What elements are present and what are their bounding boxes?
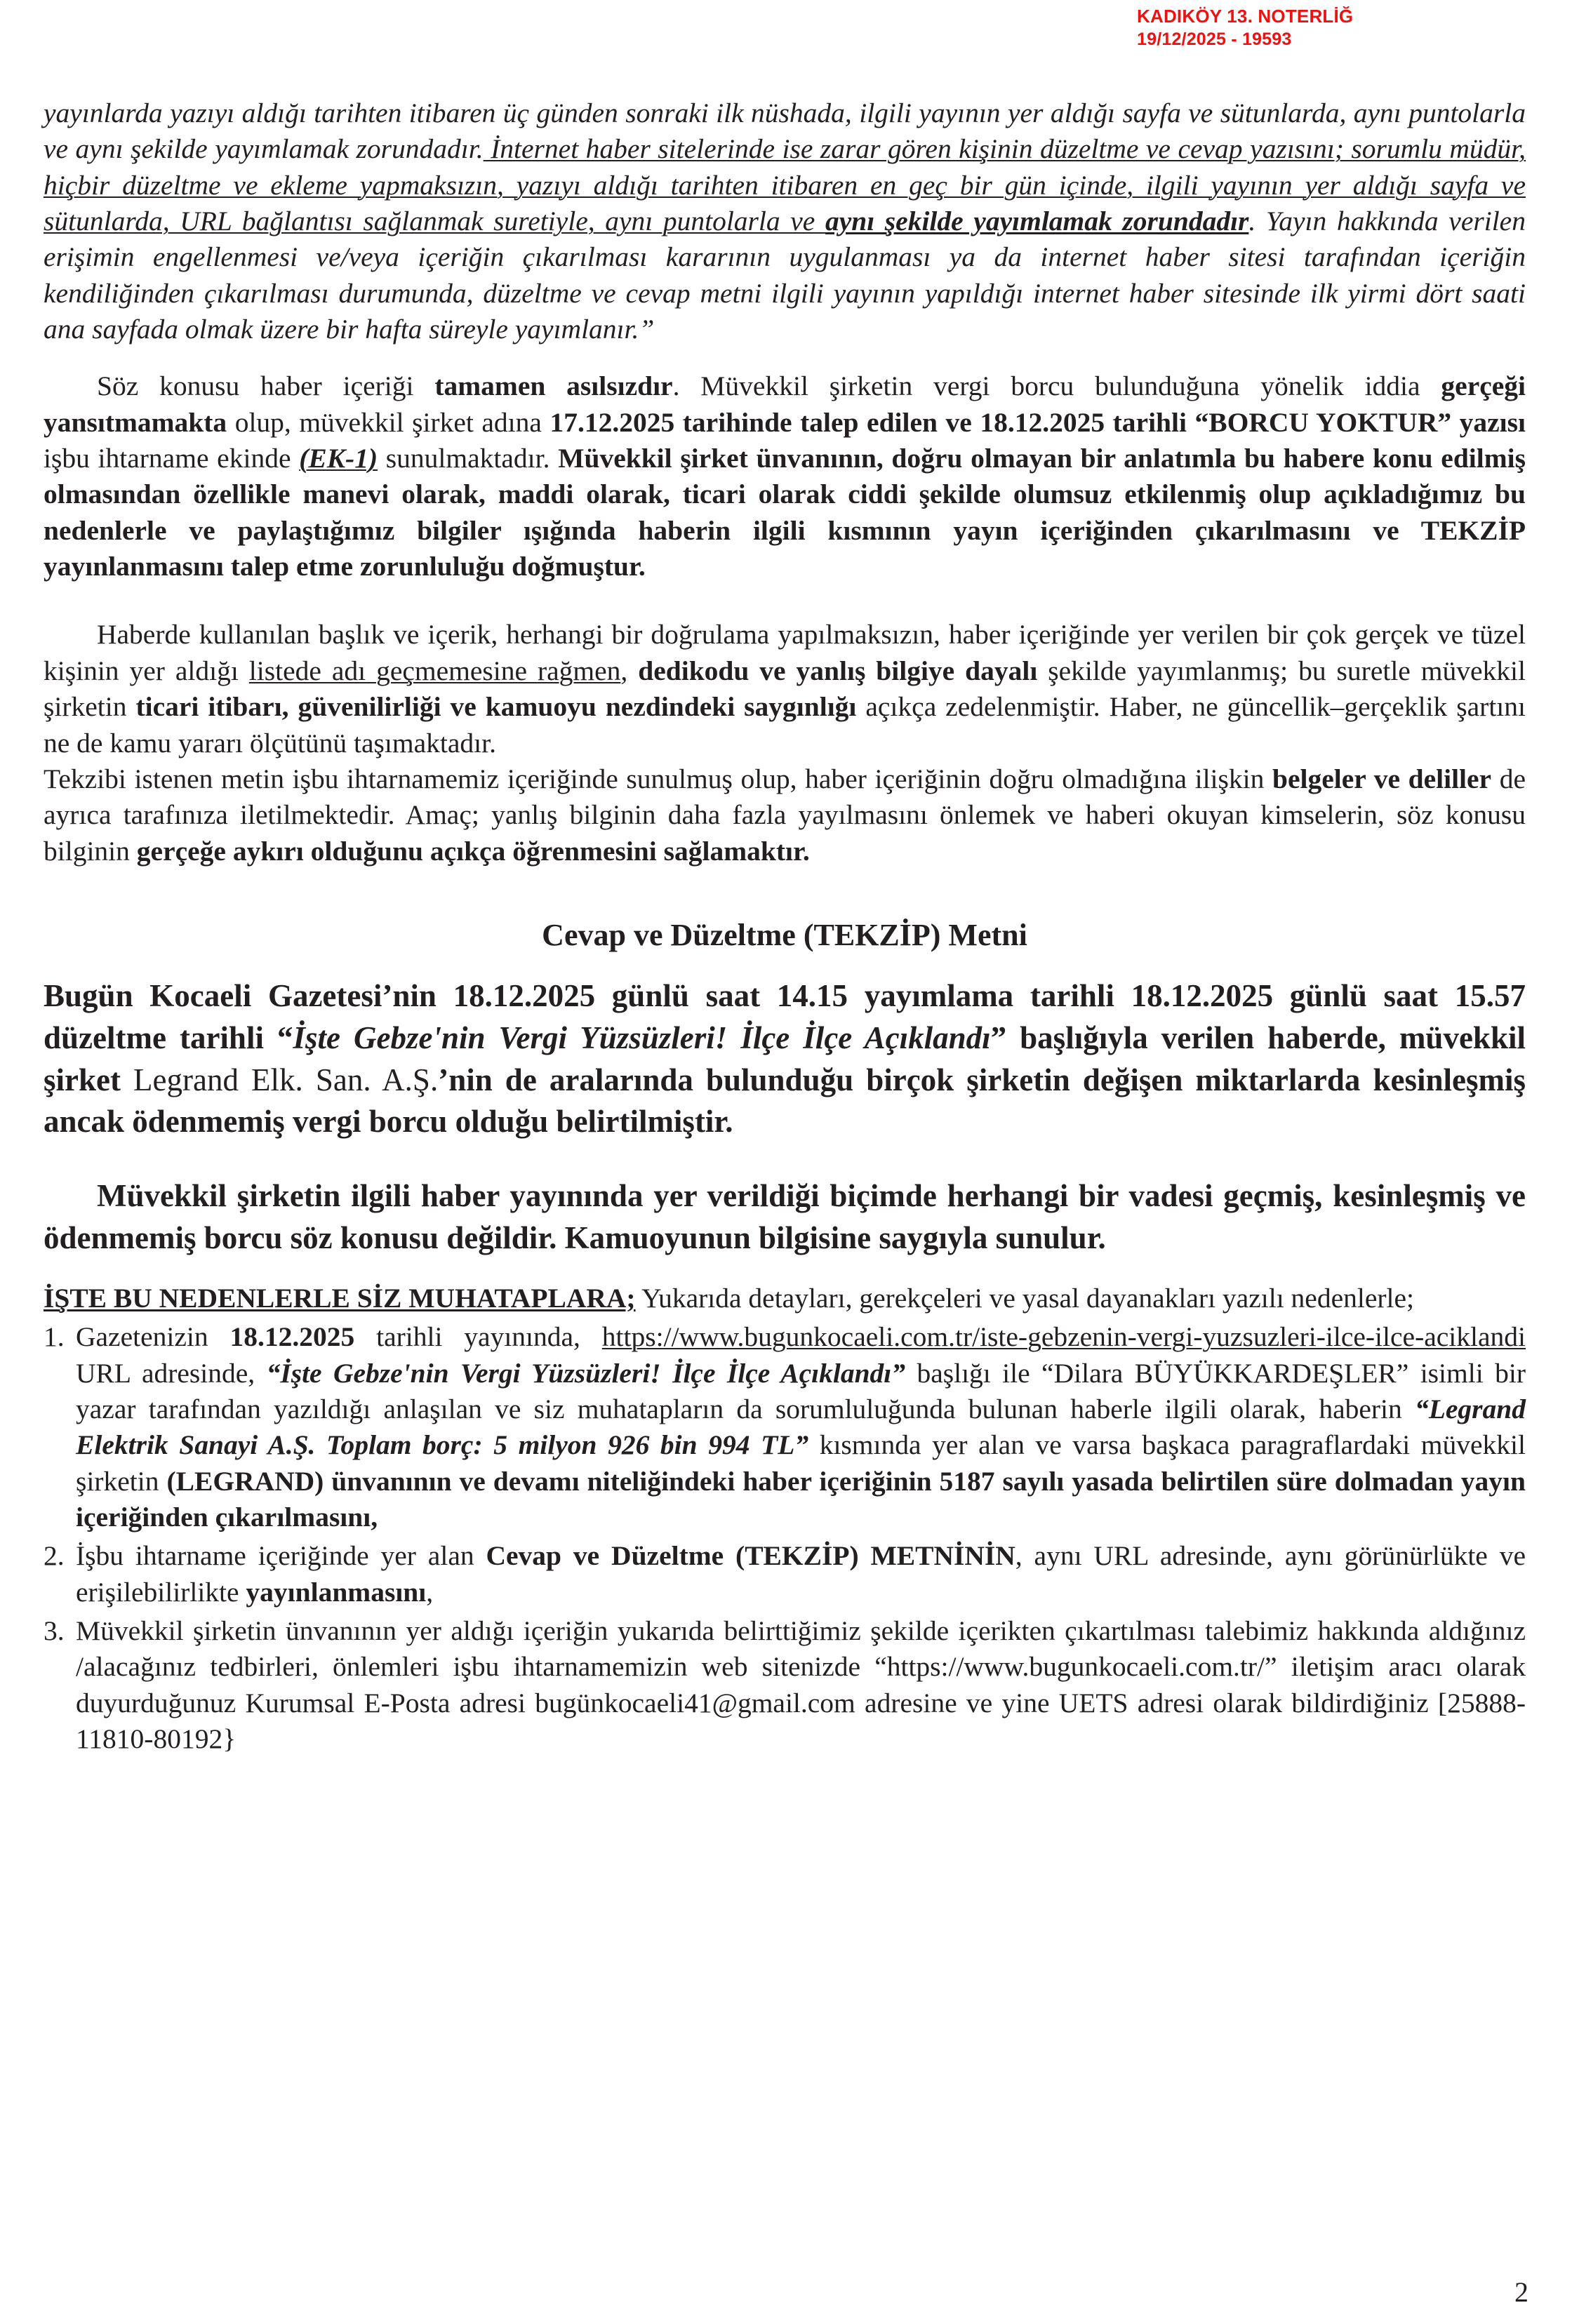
muhataplara-rest: Yukarıda detayları, gerekçeleri ve yasal dayanakları yazılı nedenlerle;	[635, 1282, 1414, 1314]
tekzibi-bold-belgeler: belgeler ve deliller	[1272, 763, 1492, 794]
demand1-date: 18.12.2025	[229, 1321, 355, 1353]
paragraph-tekzibi-istenen	[44, 761, 1526, 869]
soz-konusu-part-3: . Müvekkil şirketin vergi borcu bulunduğuna yönelik iddia	[672, 370, 1441, 402]
haberde-bold-dedikodu: dedikodu ve yanlış bilgiye dayalı	[638, 655, 1038, 686]
soz-konusu-part-7: işbu ihtarname ekinde	[44, 443, 300, 474]
tekzip-section-heading: Cevap ve Düzeltme (TEKZİP) Metni	[542, 917, 1027, 952]
notary-office-name: KADIKÖY 13. NOTERLİĞ	[1137, 6, 1354, 27]
soz-konusu-ek-1-reference: (EK-1)	[299, 443, 378, 474]
haberde-bold-ticari-itibar: ticari itibarı, güvenilirliği ve kamuoyu nezdindeki saygınlığı	[135, 691, 857, 723]
page-number: 2	[1514, 2276, 1528, 2308]
document-body	[44, 95, 1526, 1757]
notary-date-number: 19/12/2025 - 19593	[1137, 29, 1292, 50]
demand1-seg-1: Gazetenizin	[76, 1321, 230, 1353]
soz-konusu-bold-gercegi: gerçeği yansıtmamakta	[44, 370, 1526, 438]
statute-segment-4: . Yayın hakkında verilen erişimin engellenmesi ve/veya içeriğin çıkarılması kararının uygulanması ya da internet haber sitesi tarafından içeriğin kendiliğinden çıkarılması durumunda, düzeltme ve cevap metni ilgili yayının yapıldığı internet haber sitesinde ilk yirmi dört saati ana sayfada olmak üzere bir hafta süreyle yayımlanır.”	[44, 206, 1526, 345]
haberde-underline-listede: listede adı geçmemesine rağmen	[248, 655, 621, 686]
declaration1-part-5: ’nin de aralarında bulunduğu birçok şirketin değişen miktarlarda kesinleşmiş ancak ödenmemiş vergi borcu olduğu belirtilmiştir.	[44, 1062, 1526, 1140]
tekzibi-part-1: Tekzibi istenen metin işbu ihtarnamemiz içeriğinde sunulmuş olup, haber içeriğinin doğru olmadığına ilişkin	[44, 763, 1273, 794]
tekzibi-bold-gercege-aykiri: gerçeğe aykırı olduğunu açıkça öğrenmesini sağlamaktır.	[136, 835, 810, 867]
demand3-text: Müvekkil şirketin ünvanının yer aldığı içeriğin yukarıda belirttiğimiz şekilde içerikten çıkartılması talebimiz hakkında aldığınız /alacağınız tedbirleri, önlemleri işbu ihtarnamemizin web sitenizde “https://www.bugunkocaeli.com.tr/” iletişim aracı olarak duyurduğunuz Kurumsal E-Posta adresi bugünkocaeli41@gmail.com adresine ve yine UETS adresi olarak bildirdiğiniz [25888-11810-80192}	[76, 1615, 1526, 1755]
declaration-paragraph-2: Müvekkil şirketin ilgili haber yayınında yer verildiği biçimde herhangi bir vadesi geçmiş, kesinleşmiş ve ödenmemiş borcu söz konusu değildir. Kamuoyunun bilgisine saygıyla sunulur.	[44, 1178, 1526, 1256]
declaration1-part-1: Bugün Kocaeli Gazetesi’nin 18.12.2025 günlü saat 14.15 yayımlama tarihli 18.12.2025 günlü saat 15.57 düzeltme tarihli “	[44, 977, 1526, 1055]
statute-segment-1: yayınlarda yazıyı aldığı tarihten itibaren üç günden sonraki ilk nüshada, ilgili yayının yer aldığı sayfa ve sütunlarda, aynı puntolarla ve aynı şekilde yayımlamak zorundadır.	[44, 98, 1526, 165]
demand1-seg-9: kısmında yer alan ve varsa başkaca paragraflardaki müvekkil şirketin	[76, 1429, 1526, 1497]
statute-quote-paragraph	[44, 95, 1526, 347]
demand-number-3: 3.	[44, 1615, 65, 1647]
demand1-article-title: “İşte Gebze'nin Vergi Yüzsüzleri! İlçe İlçe Açıklandı”	[266, 1357, 906, 1389]
demand-item-1	[44, 1319, 1526, 1535]
demand1-quoted-debt-line: “Legrand Elektrik Sanayi A.Ş. Toplam borç: 5 milyon 926 bin 994 TL”	[76, 1393, 1526, 1461]
soz-konusu-bold-closing: Müvekkil şirket ünvanının, doğru olmayan bir anlatımla bu habere konu edilmiş olmasından özellikle manevi olarak, maddi olarak, ticari olarak ciddi şekilde olumsuz etkilenmiş olup açıkladığımız bu nedenlerle ve paylaştığımız bilgiler ışığında haberin ilgili kısmının yayın içeriğinden çıkarılmasını ve TEKZİP yayınlanmasını talep etme zorunluluğu doğmuştur.	[44, 443, 1526, 582]
muhataplara-heading-underlined: İŞTE BU NEDENLERLE SİZ MUHATAPLARA;	[44, 1282, 636, 1314]
declaration-paragraph-1	[44, 975, 1526, 1143]
demand2-seg-3: , aynı URL adresinde, aynı görünürlükte ve erişilebilirlikte	[76, 1540, 1526, 1608]
demand2-yayinlanmasini: yayınlanmasını	[246, 1576, 427, 1608]
demand1-article-url[interactable]: https://www.bugunkocaeli.com.tr/iste-gebzenin-vergi-yuzsuzleri-ilce-ilce-aciklandi	[601, 1321, 1526, 1353]
soz-konusu-part-1: Söz konusu haber içeriği	[97, 370, 435, 402]
demand-number-1: 1.	[44, 1321, 65, 1353]
demand1-seg-7: başlığı ile “Dilara BÜYÜKKARDEŞLER” isimli bir yazar tarafından yazıldığı anlaşılan ve siz muhatapların da sorumluluğunda bulunan haberle ilgili olarak, haberin	[76, 1357, 1526, 1424]
notary-stamp-header	[1137, 4, 1572, 51]
demand1-seg-3: tarihli yayınında,	[354, 1321, 602, 1353]
soz-konusu-bold-borcu-yoktur: 17.12.2025 tarihinde talep edilen ve 18.12.2025 tarihli “BORCU YOKTUR” yazısı	[549, 406, 1526, 438]
statute-segment-3-bold-underlined: aynı şekilde yayımlamak zorundadır	[825, 206, 1249, 237]
demand2-seg-1: İşbu ihtarname içeriğinde yer alan	[76, 1540, 486, 1572]
statute-segment-2-underlined: İnternet haber sitelerinde ise zarar gören kişinin düzeltme ve cevap yazısını; sorumlu müdür, hiçbir düzeltme ve ekleme yapmaksızın, yazıyı aldığı tarihten itibaren en geç bir gün içinde, ilgili yayının yer aldığı sayfa ve sütunlarda, URL bağlantısı sağlanmak suretiyle, aynı puntolarla ve	[44, 133, 1526, 237]
demand2-tekzip-metni: Cevap ve Düzeltme (TEKZİP) METNİNİN	[486, 1540, 1015, 1572]
paragraph-haberde-kullanilan	[44, 617, 1526, 761]
haberde-part-3: ,	[620, 655, 639, 686]
haberde-part-7: açıkça zedelenmiştir. Haber, ne güncellik–gerçeklik şartını ne de kamu yararı ölçütünü taşımaktadır.	[44, 691, 1526, 759]
demand-list	[44, 1319, 1526, 1757]
soz-konusu-part-5: olup, müvekkil şirket adına	[227, 406, 550, 438]
demand-number-2: 2.	[44, 1540, 65, 1572]
demand2-seg-5: ,	[426, 1576, 434, 1608]
paragraph-muhataplara	[44, 1281, 1526, 1316]
declaration1-news-title: İşte Gebze'nin Vergi Yüzsüzleri! İlçe İlçe Açıklandı	[293, 1020, 991, 1055]
demand1-seg-5: URL adresinde,	[76, 1357, 267, 1389]
declaration1-company-name: Legrand Elk. San. A.Ş.	[133, 1062, 439, 1097]
paragraph-soz-konusu	[44, 368, 1526, 585]
tekzibi-part-3: de ayrıca tarafınıza iletilmektedir. Amaç; yanlış bilginin daha fazla yayılmasını önlemek ve haberi okuyan kimselerin, söz konusu bilginin	[44, 763, 1526, 867]
demand1-request-bold: (LEGRAND) ünvanının ve devamı niteliğindeki haber içeriğinin 5187 sayılı yasada belirtilen süre dolmadan yayın içeriğinden çıkarılmasını,	[76, 1465, 1526, 1532]
demand-item-2	[44, 1538, 1526, 1610]
haberde-part-1: Haberde kullanılan başlık ve içerik, herhangi bir doğrulama yapılmaksızın, haber içeriğinde yer verilen bir çok gerçek ve tüzel kişinin yer aldığı	[44, 619, 1526, 686]
soz-konusu-part-9: sunulmaktadır.	[378, 443, 559, 474]
haberde-part-5: şekilde yayımlanmış; bu suretle müvekkil şirketin	[44, 655, 1526, 723]
soz-konusu-bold-asilsizdir: tamamen asılsızdır	[434, 370, 673, 402]
demand-item-3	[44, 1613, 1526, 1757]
declaration1-part-3: ” başlığıyla verilen haberde, müvekkil şirket	[44, 1020, 1526, 1097]
